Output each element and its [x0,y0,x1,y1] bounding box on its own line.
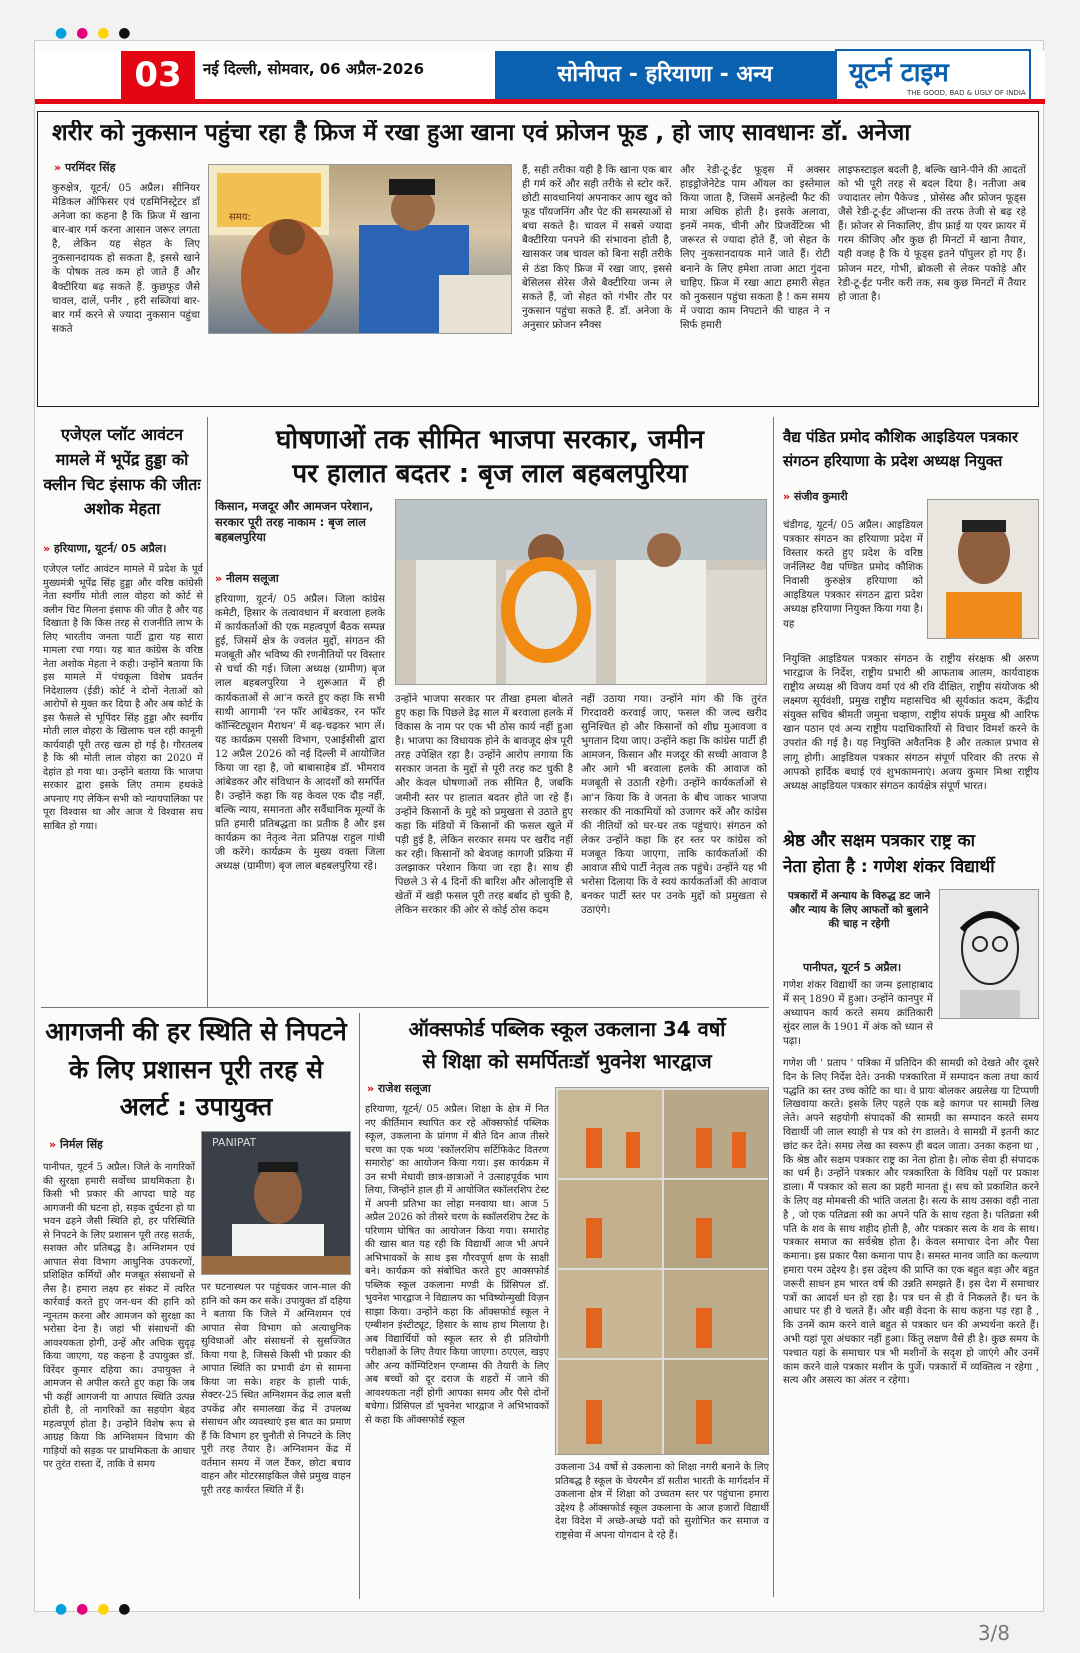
story5-subhead: पत्रकारों में अन्याय के विरुद्ध डट जाने और न्याय के लिए आफतों को बुलाने की चाह न रहेगी [787,890,931,931]
story2-byline-text: हरियाणा, यूटर्न/ 05 अप्रैल। [53,542,167,555]
story2-byline: » हरियाणा, यूटर्न/ 05 अप्रैल। [43,542,167,555]
story5-col-full: गणेश जी ' प्रताप ' पत्रिका में प्रतिदिन की सामग्री को देखते और दूसरे दिन के लिए निर्देश देते। उनकी पत्रकारिता में सम्पादन कला तथा कार्य पद्धति का स्तर उच्च कोटि का था। वे प्रायः बोलकर अग्रलेख या टिप्पणी लिखवाया करते। इसके लिए पहले एक बड़े कागज पर सामग्री लिख लेते। अपने सहयोगी संपादकों की सामग्री का सम्पादन करते समय विद्यार्थी जी लाल स्याही से पत्र को रंग डालते। वे सामग्री में इतनी काट छांट कर देते। समग्र लेख का स्वरूप ही बदल जाता। उनका कहना था , कि श्रेष्ठ और सक्षम पत्रकार राष्ट्र का नेता होता है। लोक सेवा ही संपादक का धर्म है। उन्होंने पत्रकार और पत्रकारिता के विविध पक्षों पर प्रकाश डाला। मैं पत्रकार को सत्य का प्रहरी मानता हूं। सच को प्रकाशित करने के लिए वह मोमबत्ती की भांति जलता है। सत्य के साथ उसका वही नाता है , जो एक पतिव्रता स्त्री का अपने पति के साथ रहता है। पतिव्रता स्त्री पति के शव के साथ शहीद होती है, और पत्रकार सत्य के शव के साथ। पत्रकार समाज का सर्वश्रेष्ठ होता है। केवल समाचार देना और पैसा कमाना। इस प्रकार पैसा कमाना पाप है। समस्त मानव जाति का कल्याण हमारा परम उद्देश्य है। इस उद्देश्य की प्राप्ति का एक बहुत बड़ा और बहुत जरूरी साधन हम भारत वर्ष की उन्नति समझते हैं। इस देश में समाचार पत्रों का आदर्श धन हो रहा है। पत्र धन से ही वे निकलते हैं। धन के आधार पर ही वे चलते हैं। और बड़ी वेदना के साथ कहना पड़ रहा है , कि उनमें काम करने वाले बहुत से पत्रकार धन की अभ्यर्थना करते हैं। अभी यहां पूरा अंधकार नहीं हुआ। किंतु लक्षण वैसे ही है। कुछ समय के पश्चात यहां के समाचार पत्र भी मशीनों के सदृश हो जाएंगे और उनमें काम करने वाले पत्रकार मशीन के पुर्जे। पत्रकारों में व्यक्तित्व न रहेगा , सत्य और असत्य का अंतर न रहेगा। [783,1058,1039,1387]
story4-col-top: चंडीगढ़, यूटर्न/ 05 अप्रैल। आइडियल पत्रकार संगठन का हरियाणा प्रदेश में विस्तार करते हुए प्रदेश के वरिष्ठ जर्नलिस्ट वैद्य पण्डित प्रमोद कौशिक निवासी कुरुक्षेत्र हरियाणा को आइडियल पत्रकार संगठन द्वारा प्रदेश अध्यक्ष हरियाणा नियुक्त किया गया है। यह [783,520,923,630]
doctor-examining-patient-photo [208,164,512,334]
logo-name: यूटर्न टाइम [849,58,949,88]
section-title: सोनीपत - हरियाणा - अन्य [495,51,835,99]
photo-sign-text: समय: [229,212,251,223]
story3-byline-name: नीलम सलूजा [225,572,279,585]
story5-dateline: पानीपत, यूटर्न 5 अप्रैल। [803,961,902,974]
garlanded-leader-photo [395,499,767,685]
story7-byline: » राजेश सलूजा [367,1082,431,1095]
registration-marks-bottom: ● ● ● ● [55,1601,133,1617]
masthead-rule [35,99,1045,104]
story3-col2: उन्होंने भाजपा सरकार पर तीखा हमला बोलते हुए कहा कि पिछले डेढ़ साल में बरवाला हलके में विकास के नाम पर एक भी ठोस कार्य नहीं हुआ है। भाजपा का विधायक होने के बावजूद क्षेत्र पूरी तरह उपेक्षित रहा है। उन्होंने आरोप लगाया कि सरकार जनता के मुद्दों से पूरी तरह कट चुकी है और केवल घोषणाओं तक सीमित है, जबकि जमीनी स्तर पर हालात बदतर होते जा रहे हैं। उन्होंने किसानों के मुद्दे को प्रमुखता से उठाते हुए कहा कि मंडियों में किसानों की फसल खुले में पड़ी हुई है, लेकिन सरकार समय पर खरीद नहीं कर रही। किसानों को बेवजह कागजी प्रक्रिया में उलझाकर परेशान किया जा रहा है। साथ ही पिछले 3 से 4 दिनों की बारिश और ओलावृष्टि से खेतों में खड़ी फसल पूरी तरह बर्बाद हो चुकी है, लेकिन सरकार की ओर से कोई ठोस कदम [395,694,573,917]
pramod-kaushik-photo [927,499,1039,639]
page-number: 03 [121,51,195,99]
story5-col-top: गणेश शंकर विद्यार्थी का जन्म इलाहाबाद में सन् 1890 में हुआ। उन्होंने कानपुर में अध्यापन कार्य करते समय क्रांतिकारी सुंदर लाल के 1901 में अंक को ध्यान से पढ़ा। [783,980,933,1048]
masthead-dateline: नई दिल्ली, सोमवार, 06 अप्रैल-2026 [203,60,425,78]
story2-headline: एजेएल प्लॉट आवंटन मामले में भूपेंद्र हुड्डा को क्लीन चिट इंसाफ की जीतः अशोक मेहता [43,425,201,519]
story1-headline: शरीर को नुकसान पहुंचा रहा है फ्रिज में रखा हुआ खाना एवं फ्रोजन फूड , हो जाए सावधानः डॉ. अनेजा [52,120,911,146]
newspaper-page [34,25,1044,1617]
ganesh-shankar-portrait [939,889,1039,1019]
sketch-portrait-art [940,890,1039,1019]
story5-headline-line1: श्रेष्ठ और सक्षम पत्रकार राष्ट्र का [783,831,976,851]
dc-photo-art [202,1132,351,1275]
page-indicator[interactable]: 3/8 [977,1621,1010,1645]
column-rule [773,417,774,1597]
story3-col1: हरियाणा, यूटर्न/ 05 अप्रैल। जिला कांग्रेस कमेटी, हिसार के तत्वावधान में बरवाला हलके में कार्यकर्ताओं की एक महत्वपूर्ण बैठक सम्पन्न हुई, जिसमें क्षेत्र के ज्वलंत मुद्दों, संगठन की मजबूती और भविष्य की रणनीतियों पर विस्तार से चर्चा की गई। जिला अध्यक्ष (ग्रामीण) बृज लाल बहबलपुरिया ने शुरूआत में ही कार्यकताओं से आ'न करते हुए कहा कि सभी साथी आगामी 'रन फॉर आंबेडकर, रन फॉर कॉन्स्टिट्यूशन मैराथन' में बढ़-चढ़कर भाग लें। यह कार्यक्रम एससी विभाग, एआईसीसी द्वारा 12 अप्रैल 2026 को नई दिल्ली में आयोजित किया जा रहा है, जो बाबासाहेब डॉ. भीमराव आंबेडकर और संविधान के आदर्शों को समर्पित है। उन्होंने कहा कि यह केवल एक दौड़ नहीं, बल्कि न्याय, समानता और सर्वैधानिक मूल्यों के प्रति हमारी प्रतिबद्धता का प्रतीक है और इस कार्यक्रम का नेतृत्व नेता प्रतिपक्ष राहुल गांधी जी करेंगे। कार्यक्रम के मुख्य वक्ता जिला अध्यक्ष (ग्रामीण) बृज लाल बहबलपुरिया रहे। [215,594,385,873]
story1-col3: और रेडी-टू-ईट फूड्स में अक्सर हाइड्रोजेनेटेड पाम ऑयल का इस्तेमाल किया जाता है, जिसमें अनहेल्दी फैट की मात्रा अधिक होती है। इसके अलावा, इनमें नमक, चीनी और प्रिजर्वेटिव्स भी जरूरत से ज्यादा होते हैं, जो सेहत के लिए नुकसानदायक माने जाते हैं। रोटी बनाने के लिए हमेशा ताजा आटा गुंदना चाहिए. फ्रिज में रखा आटा हमारी सेहत को नुकसान पहुंचा सकता है ! कम समय में ज्यादा काम निपटाने की चाहत ने न सिर्फ हमारी [680,165,830,331]
photo-sign-panipat: PANIPAT [212,1136,257,1149]
story7-col2: उकलाना 34 वर्षो से उकलाना को शिक्षा नगरी बनाने के लिए प्रतिबद्ध है स्कूल के चेयरमैन डॉ सतीश भारती के मार्गदर्शन में उकलाना क्षेत्र में शिक्षा को उच्चतम स्तर पर पहुंचाना हमारा उद्देश्य है ऑक्सफोर्ड स्कूल उकलाना के आज हजारों विद्यार्थी देश विदेश में अच्छे-अच्छे पदों को सुशोभित कर समाज व राष्ट्रसेवा में अपना योगदान दे रहे हैं। [555,1462,769,1541]
story7-byline-name: राजेश सलूजा [377,1082,431,1095]
story4-headline: वैद्य पंडित प्रमोद कौशिक आइडियल पत्रकार संगठन हरियाणा के प्रदेश अध्यक्ष नियुक्त [783,428,1019,470]
story6-col2: पर घटनास्थल पर पहुंचकर जान-माल की हानि को कम कर सकें। उपायुक्त डॉ दहिया ने बताया कि जिले में अग्निशमन एवं आपात सेवा विभाग को अत्याधुनिक सुविधाओं और संसाधनों से सुसज्जित किया गया है, जिससे किसी भी प्रकार की आपात स्थिति का प्रभावी ढंग से सामना किया जा सके। शहर के हाली पार्क, सेक्टर-25 स्थित अग्निशमन केंद्र लाल बत्ती उपकेंद्र और समालखा केंद्र में उपलब्ध संसाधन और व्यवस्थाएं इस बात का प्रमाण हैं कि विभाग हर चुनौती से निपटने के लिए पूरी तरह तैयार है। अग्निशमन केंद्र में वर्तमान समय में जल टैंकर, छोटा बचाव वाहन और मोटरसाइकिल जैसे प्रमुख वाहन पूरी तरह कार्यरत स्थिति में हैं। [201,1282,351,1496]
story4-byline-name: संजीव कुमारी [793,490,848,503]
story6-headline: आगजनी की हर स्थिति से निपटने के लिए प्रशासन पूरी तरह से अलर्ट : उपायुक्त [45,1017,347,1121]
logo-tagline: THE GOOD, BAD & UGLY OF INDIA [907,89,1026,97]
column-rule [207,417,208,1007]
story1-col2: हैं, सही तरीका यही है कि खाना एक बार ही गर्म करें और सही तरीके से स्टोर करें. छोटी सावधानियां अपनाकर आप खुद को फूड पॉयजनिंग और पेट की समस्याओं से बचा सकते है। चावल में सबसे ज्यादा बैक्टीरिया पनपने की संभावना होती है, खासकर जब चावल को बिना सही तरीके से ठंडा किए फ्रिज में रखा जाए, इससे बेसिलस सेरेस जैसे बैक्टीरिया जन्म ले सकते हैं, जो सेहत को गंभीर तौर पर नुकसान पहुंचा सकते हैं. डॉ. अनेजा के अनुसार फ्रोजन स्नैक्स [522,165,672,331]
newspaper-logo [835,49,1031,101]
leader-photo-art [396,500,767,685]
story7-headline-line1: ऑक्सफोर्ड पब्लिक स्कूल उकलाना 34 वर्षो [408,1017,726,1041]
story4-col-full: नियुक्ति आइडियल पत्रकार संगठन के राष्ट्रीय संरक्षक श्री अरुण भारद्वाज के निर्देश, राष्ट्रीय प्रभारी श्री आफताब आलम, कार्यवाहक राष्ट्रीय अध्यक्ष श्री विजय वर्मा एवं श्री रवि दीक्षित, राष्ट्रीय संयोजक श्री लक्ष्मण सूर्यवंशी, प्रमुख राष्ट्रीय महासचिव श्री सूर्यकांत कदम, केंद्रीय संयुक्त सचिव श्रीमती जमुना चव्हाण, राष्ट्रीय संपर्क प्रमुख श्री आरिफ खान पठान एवं अन्य राष्ट्रीय पदाधिकारियों से विचार विमर्श करने के उपरांत की गई है। यह नियुक्ति अवैतनिक है और तत्काल प्रभाव से लागू होगी। आइडियल पत्रकार संगठन संपूर्ण परिवार की तरफ से आपको हार्दिक बधाई एवं शुभकामनाएं। अजय कुमार मिश्रा राष्ट्रीय अध्यक्ष आइडियल पत्रकार संगठन कार्यक्षेत्र संपूर्ण भारत। [783,654,1039,792]
story5-headline-line2: नेता होता है : गणेश शंकर विद्यार्थी [783,857,995,877]
story3-byline: » नीलम सलूजा [215,572,279,585]
deputy-commissioner-photo [201,1131,351,1275]
section-rule [41,1007,769,1008]
story6-byline-name: निर्मल सिंह [59,1138,103,1151]
column-rule [359,1013,360,1599]
story1-col1: कुरुक्षेत्र, यूटर्न/ 05 अप्रैल। सीनियर मेडिकल ऑफिसर एवं एडमिनिस्ट्रेटर डॉ अनेजा का कहना है कि फ्रिज में खाना बार-बार गर्म करना आसान जरूर लगता है, लेकिन यह सेहत के लिए नुकसानदायक हो सकता है, इससे खाने के पोषक तत्व कम हो जाते हैं और बैक्टीरिया बढ़ सकते हैं. कुछफूड जैसे चावल, दालें, पनीर , हरी सब्जियां बार-बार गर्म करने से ज्यादा नुकसान पहुंचा सकते [52,183,200,335]
story3-col3: नहीं उठाया गया। उन्होंने मांग की कि तुरंत गिरदावरी करवाई जाए, फसल की जल्द खरीद सुनिश्चित हो और किसानों को शीघ्र मुआवजा व भुगतान दिया जाए। उन्होंने कहा कि कांग्रेस पार्टी ही आमजन, किसान और मजदूर की सच्ची आवाज है और आगे भी बरवाला हलके की आवाज को मजबूती से उठाती रहेगी। उन्होंने कार्यकर्ताओं से आ'न किया कि वे जनता के बीच जाकर भाजपा सरकार की नाकामियों को उजागर करें और कांग्रेस की नीतियों को घर-घर तक पहुंचाएं। संगठन को लेकर उन्होंने कहा कि हर स्तर पर कांग्रेस को मजबूत किया जाएगा, ताकि कार्यकर्ताओं की आवाज सीधे पार्टी नेतृत्व तक पहुंचे। उन्होंने यह भी भरोसा दिलाया कि वे स्वयं कार्यकर्ताओं की आवाज बनकर पार्टी स्तर पर उनके मुद्दों को प्रमुखता से उठाएंगे। [581,694,767,917]
registration-marks-top: ● ● ● ● [55,25,133,41]
story7-col1: हरियाणा, यूटर्न/ 05 अप्रैल। शिक्षा के क्षेत्र में नित नए कीर्तिमान स्थापित कर रहे ऑक्सफोर्ड पब्लिक स्कूल, उकलाना के प्रांगण में बीते दिन आज तीसरे चरण का एक भव्य 'स्कॉलरशिप सर्टिफिकेट वितरण समारोह' का आयोजन किया गया। इस कार्यक्रम में उन सभी मेधावी छात्र-छात्राओं ने उत्साहपूर्वक भाग लिया, जिन्होंने हाल ही में आयोजित स्कॉलरशिप टेस्ट में अपनी प्रतिभा का लोहा मनवाया था। आज 5 अप्रैल 2026 को तीसरे चरण के स्कॉलरशिप टेस्ट के परिणाम घोषित का आयोजन किया गया। समारोह की खास बात यह रही कि विद्यार्थी आज भी अपने अभिभावकों के साथ इस गौरवपूर्ण क्षण के साक्षी बने। कार्यक्रम को संबोधित करते हुए आक्सफोर्ड पब्लिक स्कूल उकलाना मण्डी के प्रिंसिपल डॉ. भुवनेश भारद्वाज ने विद्यालय का भविष्योन्मुखी विज़न साझा किया। उन्होंने कहा कि ऑक्सफोर्ड स्कूल ने एम्बीशन इंस्टीट्यूट, हिसार के साथ हाथ मिलाया है। अब विद्यार्थियों को स्कूल स्तर से ही प्रतियोगी परीक्षाओं के लिए तैयार किया जाएगा। ठएएल, खइए और अन्य कॉम्पिटिशन एग्जाम्स की तैयारी के लिए अब बच्चों को दूर दराज के शहरों में जाने की आवश्यकता नहीं होगी आपका समय और पैसे दोनों बचेगा। प्रिंसिपल डॉ भुवनेश भारद्वाज ने अभिभावकों से कहा कि ऑक्सफोर्ड स्कूल [365,1104,549,1426]
story3-headline-line2: पर हालात बदतर : बृज लाल बहबलपुरिया [292,459,688,489]
story2-body: एजेएल प्लॉट आवंटन मामले में प्रदेश के पूर्व मुख्यमंत्री भूपेंद्र सिंह हुड्डा और वरिष्ठ कांग्रेसी नेता स्वर्गीय मोती लाल वोहरा को कोर्ट से क्लीन चिट मिलना इंसाफ की जीत है और यह दिखाता है कि किस तरह से राजनीति लाभ के लिए भारतीय जनता पार्टी द्वारा यह सारा मामला रचा गया। यह बात कांग्रेस के वरिष्ठ नेता अशोक मेहता ने कही। उन्होंने बताया कि इस मामले में पंचकूला विशेष प्रवर्तन निदेशालय (ईडी) कोर्ट ने दोनों नेताओं को आरोपों से मुक्त कर दिया है और अब कोर्ट के इस फैसले से भूपिंदर सिंह हुड्डा और स्वर्गीय मोती लाल वोहरा के खिलाफ चल रही कानूनी कार्यवाही पूरी तरह खत्म हो गई है। गौरतलब है कि श्री मोती लाल वोहरा का 2020 में देहांत हो गया था। उन्होंने बताया कि भाजपा सरकार द्वारा इसके लिए तमाम हथकंडे अपनाए गए लेकिन सभी को न्यायपालिका पर पूरा विश्वास था और आज ये विश्वास सच साबित हो गया। [43,564,203,832]
portrait-art [928,500,1039,639]
story4-byline: » संजीव कुमारी [783,490,848,503]
scholarship-photo-collage [555,1087,769,1455]
story3-subhead: किसान, मजदूर और आमजन परेशान, सरकार पूरी तरह नाकाम : बृज लाल बहबलपुरिया [215,499,374,545]
story3-headline-line1: घोषणाओं तक सीमित भाजपा सरकार, जमीन [276,425,704,455]
doctor-photo-art [209,165,512,334]
story1-byline: » परमिंदर सिंह [54,161,116,174]
story7-headline-line2: से शिक्षा को समर्पितःडॉ भुवनेश भारद्वाज [422,1049,712,1073]
story1-col4: लाइफस्टाइल बदली है, बल्कि खाने-पीने की आदतों को भी पूरी तरह से बदल दिया है। नतीजा अब ज्यादातर लोग पैकेज्ड , प्रोसेस्ड और फ्रोजन फूड्स जैसे रेडी-टू-ईट ऑप्शन्स की तरफ तेजी से बढ़ रहे हैं। फ्रोजर से निकालिए, डीप फ्राई या एयर फ्रायर में गरम कीजिए और कुछ ही मिनटों में खाना तैयार, यही वजह है कि ये फूड्स इतने पॉपुलर हो गए हैं। फ्रोजन मटर, गोभी, ब्रोकली से लेकर पकोड़े और रेडी-टू-ईट पनीर करी तक, सब कुछ मिनटों में तैयार हो जाता है। [838,165,1026,303]
collage-art [556,1088,769,1455]
story1-byline-name: परमिंदर सिंह [64,161,116,174]
story6-col1: पानीपत, यूटर्न 5 अप्रैल। जिले के नागरिकों की सुरक्षा हमारी सर्वोच्च प्राथमिकता है। किसी भी प्रकार की आपदा चाहे वह आगजनी की घटना हो, सड़क दुर्घटना हो या भवन ढहने जैसी स्थिति हो, हर परिस्थिति से निपटने के लिए प्रशासन पूरी तरह सतर्क, सशक्त और प्रतिबद्ध है। अग्निशमन एवं आपात सेवा विभाग आधुनिक उपकरणों, प्रशिक्षित कर्मियों और मजबूत संसाधनों से लैस है। हमारा लक्ष्य हर संकट में त्वरित कार्रवाई करते हुए जन-धन की हानि को न्यूनतम करना और आमजन को सुरक्षा का भरोसा देना है। जहां भी संसाधनों की आवश्यकता होगी, उन्हें और अधिक सुदृढ़ किया जाएगा, यह कहना है उपायुक्त डॉ. विरेंदर कुमार दहिया का। उपायुक्त ने आमजन से अपील करते हुए कहा कि जब भी कहीं आगजनी या आपात स्थिति उत्पन्न होती है, तो नागरिकों का सहयोग बेहद महत्वपूर्ण होता है। उन्होंने विशेष रूप से आग्रह किया कि अग्निशमन विभाग की गाड़ियों को सड़क पर प्राथमिकता के आधार पर तुरंत रास्ता दें, ताकि वे समय [43,1162,195,1471]
story6-byline: » निर्मल सिंह [49,1138,103,1151]
story-fridge-food [37,111,1039,407]
